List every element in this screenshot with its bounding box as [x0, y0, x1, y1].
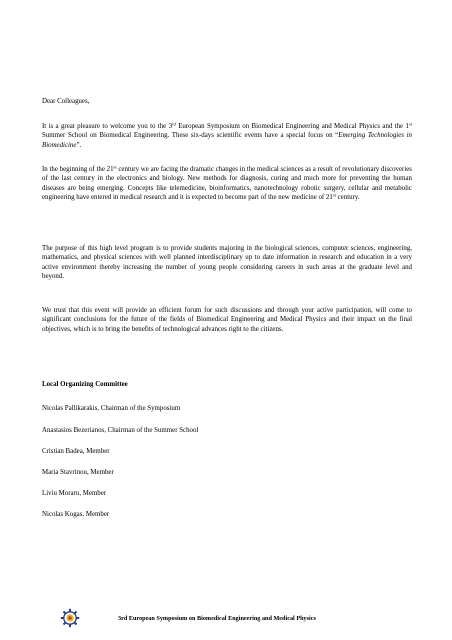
paragraph-welcome: It is a great pleasure to welcome you to the 3rd European Symposium on Biomedical Engineering and Medical Physics and the 1st Summer School on Biomedical Engineering. These six-days scientific events have a special focus on “Emerging Technologies in Biomedicine”. [42, 121, 413, 149]
gear-logo-icon [60, 608, 80, 628]
paragraph-century: In the beginning of the 21st century we are facing the dramatic changes in the medical sciences as a result of revolutionary discoveries of the last century in the electronics and biology. New methods for diagnosis, curing and much more for preventing the human diseases are being emerging. Concepts like telemedicine, bioinformatics, nanotechnology robotic surgery, cellular and metabolic engineering have entered in medical research and it is expected to become part of the new medicine of 21st century. [42, 164, 412, 202]
committee-member: Liviu Moraru, Member [42, 490, 107, 497]
committee-member: Cristian Badea, Member [42, 448, 110, 455]
committee-heading: Local Organizing Committee [42, 381, 128, 388]
committee-member: Maria Stavrinou, Member [42, 469, 114, 476]
footer-title: 3rd European Symposium on Biomedical Engineering and Medical Physics [118, 615, 316, 622]
committee-member: Nicolas Pallikarakis, Chairman of the Symposium [42, 405, 181, 412]
committee-member: Nicolas Kogas, Member [42, 511, 110, 518]
footer [60, 608, 410, 628]
paragraph-trust: We trust that this event will provide an efficient forum for such discussions and through your active participation, will come to significant conclusions for the future of the fields of Biomedical Engineering and Medical Physics and their impact on the final objectives, which is to bring the benefits of technological advances right to the citizens. [42, 307, 412, 333]
committee-member: Anastasios Bezerianos, Chairman of the Summer School [42, 427, 199, 434]
salutation: Dear Colleagues, [42, 98, 90, 105]
paragraph-purpose: The purpose of this high level program is to provide students majoring in the biological sciences, computer sciences, engineering, mathematics, and physical sciences with well planned interdisciplinary up to date information in research and education in a very active environment thereby increasing the number of young people considering careers in such areas at the graduate level and beyond. [42, 245, 412, 281]
